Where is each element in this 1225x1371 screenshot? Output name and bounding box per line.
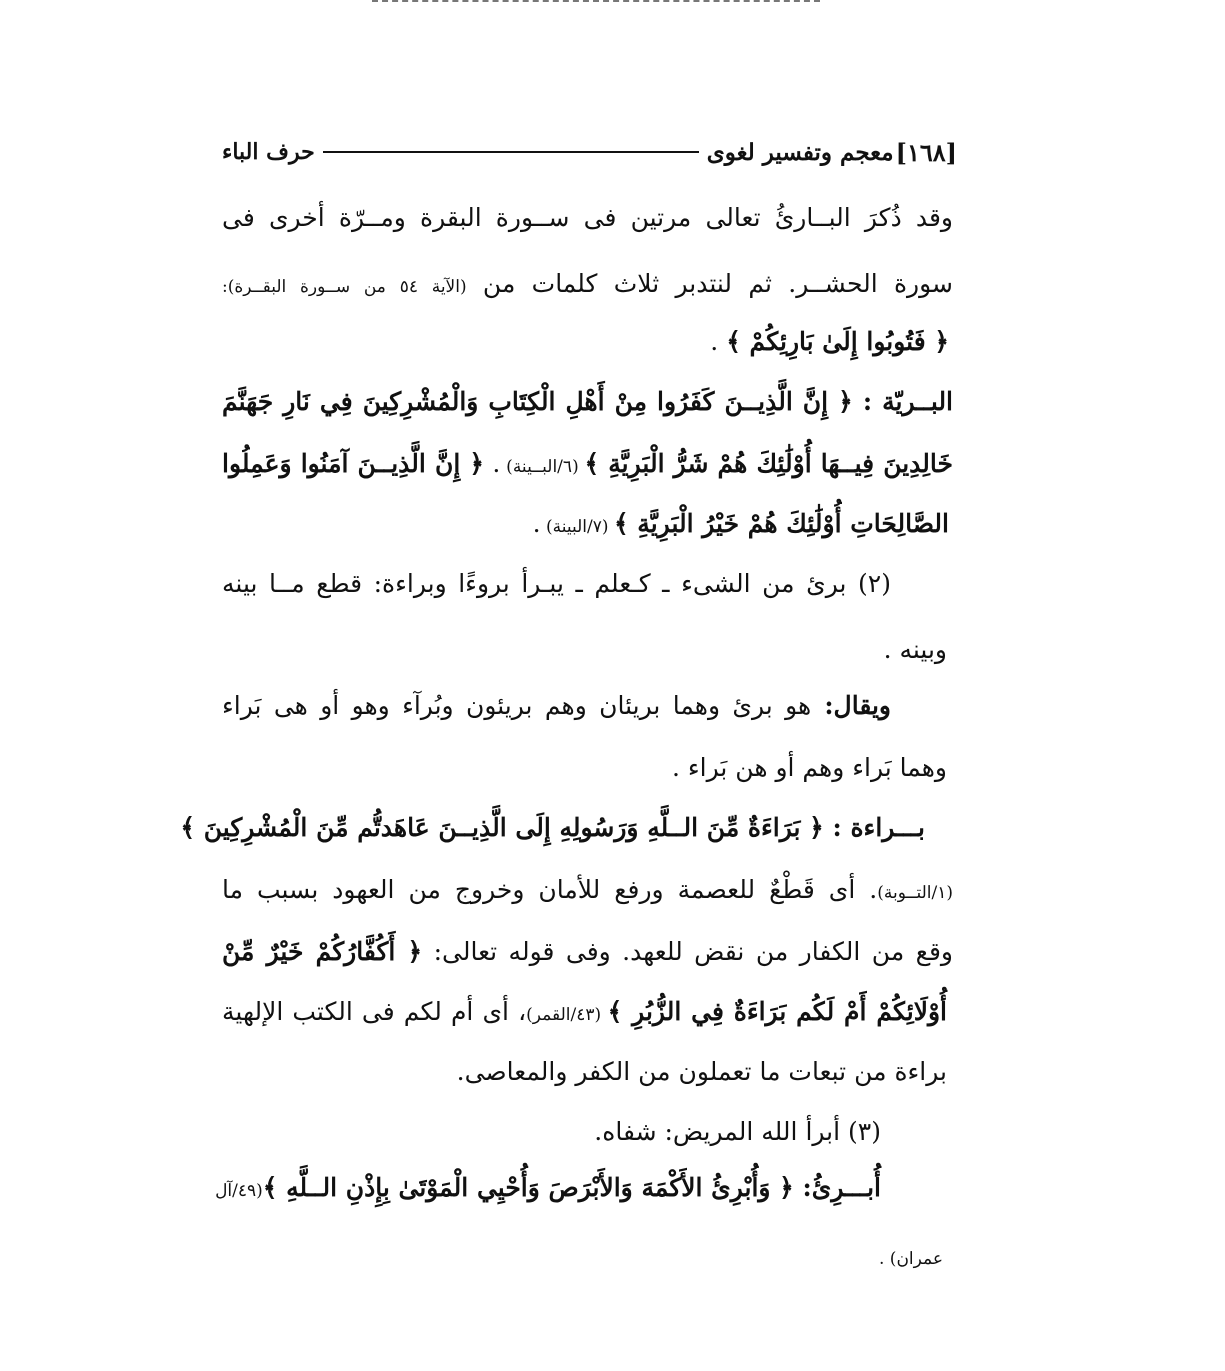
text-line bbox=[222, 264, 953, 307]
quran-quote: ﴿ فَتُوبُوا إِلَىٰ بَارِئِكُمْ ﴾ bbox=[726, 327, 949, 356]
text-line bbox=[180, 808, 925, 848]
text-segment: ، أى أم لكم فى الكتب الإلهية bbox=[222, 997, 527, 1026]
text-line bbox=[222, 564, 891, 604]
text-line bbox=[222, 1112, 881, 1152]
quran-quote: ﴿ أَكُفَّارُكُمْ خَيْرٌ مِّنْ bbox=[222, 937, 423, 966]
text-segment: وهما بَراء وهم أو هن بَراء . bbox=[672, 753, 947, 782]
text-segment: (٢) برئ من الشىء ـ كـعلم ـ يبـرأ بروءًا وبراءة: قطع مــا بينه bbox=[222, 569, 891, 598]
text-line bbox=[222, 444, 953, 487]
citation: (٦/البــينة) bbox=[500, 457, 585, 477]
text-line bbox=[222, 382, 953, 422]
entry-term: ويقال: bbox=[811, 691, 892, 720]
citation: عمران) . bbox=[879, 1249, 943, 1269]
entry-term: بـــراءة : bbox=[823, 813, 925, 842]
text-segment: . bbox=[710, 327, 727, 356]
quran-quote: خَالِدِينَ فِيــهَا أُوْلَٰئِكَ هُمْ شَرُّ الْبَرِيَّةِ ﴾ bbox=[584, 449, 953, 478]
citation: (٤٩/آل bbox=[215, 1181, 263, 1201]
text-line bbox=[222, 504, 949, 547]
text-line bbox=[222, 870, 953, 913]
citation: (٤٣/القمر) bbox=[526, 1005, 608, 1025]
text-line bbox=[222, 992, 947, 1035]
text-segment: هو برئ وهما بريئان وهم بريئون وبُرآء وهو أو هى بَراء bbox=[222, 691, 812, 720]
text-line bbox=[222, 686, 891, 726]
entry-term: أُبـــرِئُ: bbox=[793, 1173, 881, 1202]
quran-quote: ﴿ إِنَّ الَّذِيــنَ كَفَرُوا مِنْ أَهْلِ الْكِتَابِ وَالْمُشْرِكِينَ فِي نَارِ جَهَنَّمَ bbox=[222, 387, 853, 416]
text-segment: سورة الحشــر. ثم لنتدبر ثلاث كلمات من bbox=[466, 269, 953, 298]
entry-term: البــريّة : bbox=[852, 387, 954, 416]
text-segment: وبينه . bbox=[883, 635, 947, 664]
text-line bbox=[222, 1236, 943, 1279]
citation: (١/التــوبة) bbox=[877, 883, 953, 903]
text-line bbox=[222, 322, 949, 362]
book-title: معجم وتفسير لغوى bbox=[706, 138, 894, 166]
text-segment: . bbox=[484, 449, 501, 478]
quran-quote: ﴿ إِنَّ الَّذِيــنَ آمَنُوا وَعَمِلُوا bbox=[222, 449, 485, 478]
text-segment: (٣) أبرأ الله المريض: شفاه. bbox=[594, 1117, 881, 1146]
text-segment: براءة من تبعات ما تعملون من الكفر والمعاصى. bbox=[456, 1057, 947, 1086]
top-dashed-rule bbox=[372, 0, 820, 2]
text-line bbox=[222, 1052, 947, 1092]
header-rule bbox=[323, 151, 699, 153]
text-line bbox=[215, 1168, 881, 1211]
page-number: [١٦٨] bbox=[895, 137, 957, 167]
text-line bbox=[222, 198, 953, 238]
text-line bbox=[222, 748, 947, 788]
text-segment: . أى قَطْعٌ للعصمة ورفع للأمان وخروج من العهود بسبب ما bbox=[222, 875, 878, 904]
quran-quote: أُوْلَائِكُمْ أَمْ لَكُم بَرَاءَةٌ فِي الزُّبُرِ ﴾ bbox=[607, 997, 947, 1026]
section-title: حرف الباء bbox=[222, 139, 315, 165]
text-segment: وقد ذُكرَ البــارئُ تعالى مرتين فى ســورة البقرة ومــرّة أخرى فى bbox=[222, 203, 953, 232]
citation: (٧/البينة) bbox=[540, 517, 614, 537]
citation: (الآية ٥٤ من ســورة البقــرة): bbox=[222, 277, 467, 297]
text-segment: وقع من الكفار من نقض للعهد. وفى قوله تعالى: bbox=[422, 937, 953, 966]
text-line bbox=[222, 630, 947, 670]
text-line bbox=[222, 932, 953, 972]
quran-quote: ﴿ بَرَاءَةٌ مِّنَ الــلَّهِ وَرَسُولِهِ إِلَى الَّذِيــنَ عَاهَدتُّم مِّنَ الْمُشْرِكِينَ ﴾ bbox=[180, 813, 824, 842]
text-segment: . bbox=[532, 509, 541, 538]
quran-quote: الصَّالِحَاتِ أُوْلَٰئِكَ هُمْ خَيْرُ الْبَرِيَّةِ ﴾ bbox=[613, 509, 949, 538]
running-header bbox=[222, 136, 957, 168]
quran-quote: ﴿ وَأُبْرِئُ الأَكْمَهَ وَالأَبْرَصَ وَأُحْيِي الْمَوْتَىٰ بِإِذْنِ الــلَّهِ ﴾ bbox=[262, 1173, 794, 1202]
